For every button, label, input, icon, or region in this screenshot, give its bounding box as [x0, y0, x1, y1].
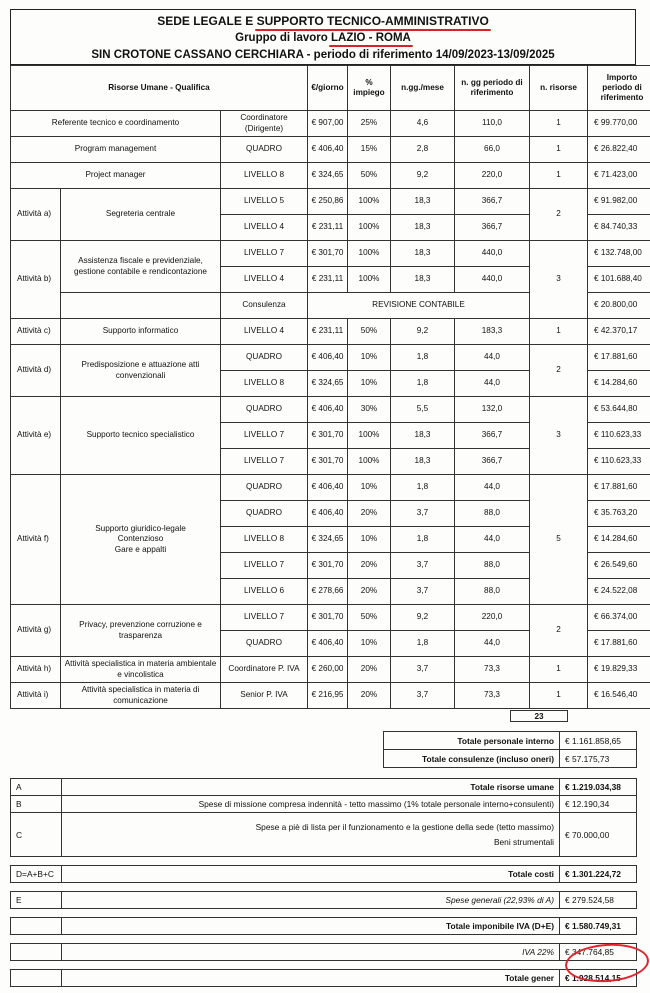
summary-spacer [11, 857, 637, 866]
table-row [11, 345, 650, 371]
row-impiego: 25% [348, 111, 391, 137]
row-impiego: 50% [348, 319, 391, 345]
col-importo: Importo periodo di riferimento [588, 66, 650, 111]
row-description: Supporto tecnico specialistico [61, 397, 221, 475]
row-description: Supporto informatico [61, 319, 221, 345]
summary-value: € 70.000,00 [560, 813, 637, 857]
row-qualifica: QUADRO [221, 137, 308, 163]
row-impiego: 10% [348, 475, 391, 501]
row-importo: € 84.740,33 [588, 215, 650, 241]
row-gg-mese: 3,7 [391, 501, 455, 527]
row-qualifica: QUADRO [221, 501, 308, 527]
row-euro: € 301,70 [308, 423, 348, 449]
row-importo: € 101.688,40 [588, 267, 650, 293]
col-euro-giorno: €/giorno [308, 66, 348, 111]
row-importo: € 71.423,00 [588, 163, 650, 189]
row-impiego: 100% [348, 215, 391, 241]
row-importo: € 132.748,00 [588, 241, 650, 267]
row-importo: € 26.822,40 [588, 137, 650, 163]
row-gg-mese: 18,3 [391, 215, 455, 241]
summary-value: € 279.524,58 [560, 892, 637, 909]
col-risorse: Risorse Umane - Qualifica [11, 66, 308, 111]
row-qualifica: Consulenza [221, 293, 308, 319]
row-euro: € 406,40 [308, 475, 348, 501]
row-euro: € 324,65 [308, 371, 348, 397]
row-attivita: Attività i) [11, 683, 61, 709]
row-gg-periodo: 132,0 [455, 397, 530, 423]
row-description: Attività specialistica in materia di comunicazione [61, 683, 221, 709]
table-row [11, 319, 650, 345]
row-impiego: 15% [348, 137, 391, 163]
summary-spacer [11, 909, 637, 918]
row-gg-periodo: 183,3 [455, 319, 530, 345]
table-row [11, 189, 650, 215]
summary-spacer [11, 883, 637, 892]
row-impiego: 10% [348, 631, 391, 657]
header-line-1-underlined: SUPPORTO TECNICO-AMMINISTRATIVO [256, 14, 489, 28]
summary-row-b [11, 796, 637, 813]
row-qualifica: LIVELLO 7 [221, 605, 308, 631]
col-gg-mese: n.gg./mese [391, 66, 455, 111]
row-description-empty [61, 293, 221, 319]
header-line-2-underlined: LAZIO - ROMA [330, 32, 411, 45]
summary-value: € 1.928.514,15 [560, 970, 637, 987]
row-qualifica: LIVELLO 8 [221, 371, 308, 397]
row-importo: € 16.546,40 [588, 683, 650, 709]
table-row [11, 683, 650, 709]
row-revisione: REVISIONE CONTABILE [308, 293, 530, 319]
row-attivita: Attività g) [11, 605, 61, 657]
summary-code: A [11, 779, 62, 796]
row-n-risorse: 2 [530, 605, 588, 657]
row-gg-periodo: 44,0 [455, 527, 530, 553]
row-n-risorse: 1 [530, 683, 588, 709]
row-impiego: 50% [348, 605, 391, 631]
row-n-risorse: 5 [530, 475, 588, 605]
row-importo: € 14.284,60 [588, 527, 650, 553]
row-qualifica: Senior P. IVA [221, 683, 308, 709]
row-gg-periodo: 366,7 [455, 423, 530, 449]
row-euro: € 216,95 [308, 683, 348, 709]
row-importo: € 19.829,33 [588, 657, 650, 683]
row-impiego: 100% [348, 189, 391, 215]
row-gg-periodo: 66,0 [455, 137, 530, 163]
row-description-line: Gare e appalti [114, 544, 167, 554]
row-euro: € 301,70 [308, 241, 348, 267]
row-n-risorse: 1 [530, 111, 588, 137]
row-impiego: 10% [348, 345, 391, 371]
row-gg-periodo: 44,0 [455, 371, 530, 397]
summary-code: D=A+B+C [11, 866, 62, 883]
row-attivita: Attività h) [11, 657, 61, 683]
summary-label: Spese di missione compresa indennità - tetto massimo (1% totale personale interno+consulenti) [62, 796, 560, 813]
total-personale-row [384, 732, 637, 750]
summary-value: € 12.190,34 [560, 796, 637, 813]
row-qualifica: LIVELLO 8 [221, 527, 308, 553]
row-qualifica: QUADRO [221, 631, 308, 657]
summary-value: € 1.580.749,31 [560, 918, 637, 935]
row-gg-periodo: 366,7 [455, 215, 530, 241]
row-description: Attività specialistica in materia ambientale e vincolistica [61, 657, 221, 683]
row-euro: € 406,40 [308, 631, 348, 657]
row-gg-mese: 18,3 [391, 423, 455, 449]
row-n-risorse: 3 [530, 397, 588, 475]
row-description-line: Supporto giuridico-legale [95, 524, 186, 534]
row-gg-mese: 5,5 [391, 397, 455, 423]
summary-value: € 1.219.034,38 [560, 779, 637, 796]
table-row [11, 111, 650, 137]
table-row [11, 241, 650, 267]
row-euro: € 907,00 [308, 111, 348, 137]
summary-label: IVA 22% [62, 944, 560, 961]
table-row [11, 475, 650, 501]
row-attivita: Attività c) [11, 319, 61, 345]
row-importo: € 35.763,20 [588, 501, 650, 527]
row-gg-mese: 18,3 [391, 267, 455, 293]
summary-label: Totale costi [62, 866, 560, 883]
summary-table [10, 778, 637, 987]
row-gg-mese: 3,7 [391, 579, 455, 605]
row-gg-periodo: 88,0 [455, 553, 530, 579]
row-gg-mese: 1,8 [391, 631, 455, 657]
row-euro: € 406,40 [308, 345, 348, 371]
row-qualifica: LIVELLO 4 [221, 319, 308, 345]
row-importo: € 91.982,00 [588, 189, 650, 215]
row-qualifica: LIVELLO 8 [221, 163, 308, 189]
row-gg-mese: 9,2 [391, 319, 455, 345]
row-importo: € 17.881,60 [588, 475, 650, 501]
row-gg-periodo: 440,0 [455, 241, 530, 267]
row-gg-periodo: 366,7 [455, 449, 530, 475]
header-line-3: SIN CROTONE CASSANO CERCHIARA - periodo di riferimento 14/09/2023-13/09/2025 [91, 49, 555, 62]
row-impiego: 20% [348, 579, 391, 605]
header-line-2 [11, 30, 635, 47]
row-gg-periodo: 44,0 [455, 475, 530, 501]
total-risorse: 23 [510, 710, 568, 722]
summary-row-a [11, 779, 637, 796]
resources-table [10, 65, 650, 709]
row-description [61, 475, 221, 605]
row-qualifica: Coordinatore (Dirigente) [221, 111, 308, 137]
row-impiego: 20% [348, 683, 391, 709]
summary-row-d [11, 866, 637, 883]
row-gg-periodo: 88,0 [455, 579, 530, 605]
row-gg-periodo: 110,0 [455, 111, 530, 137]
row-n-risorse: 1 [530, 163, 588, 189]
row-impiego: 100% [348, 449, 391, 475]
col-impiego: % impiego [348, 66, 391, 111]
row-importo: € 53.644,80 [588, 397, 650, 423]
row-impiego: 50% [348, 163, 391, 189]
row-qualifica: LIVELLO 4 [221, 215, 308, 241]
row-gg-periodo: 73,3 [455, 683, 530, 709]
summary-value: € 1.301.224,72 [560, 866, 637, 883]
summary-code-empty [11, 970, 62, 987]
row-qualifica: LIVELLO 7 [221, 553, 308, 579]
row-description: Referente tecnico e coordinamento [11, 111, 221, 137]
summary-label [62, 813, 560, 857]
row-gg-periodo: 366,7 [455, 189, 530, 215]
row-importo: € 110.623,33 [588, 423, 650, 449]
row-euro: € 324,65 [308, 527, 348, 553]
summary-code: C [11, 813, 62, 857]
table-row [11, 605, 650, 631]
table-row [11, 163, 650, 189]
row-qualifica: LIVELLO 7 [221, 449, 308, 475]
row-attivita: Attività e) [11, 397, 61, 475]
row-importo: € 66.374,00 [588, 605, 650, 631]
total-consulenze-row [384, 750, 637, 768]
row-qualifica: QUADRO [221, 345, 308, 371]
row-euro: € 231,11 [308, 215, 348, 241]
summary-row-e [11, 892, 637, 909]
row-importo: € 42.370,17 [588, 319, 650, 345]
row-importo: € 24.522,08 [588, 579, 650, 605]
row-description: Assistenza fiscale e previdenziale, gestione contabile e rendicontazione [61, 241, 221, 293]
summary-code: B [11, 796, 62, 813]
row-impiego: 10% [348, 371, 391, 397]
row-n-risorse: 1 [530, 657, 588, 683]
row-qualifica: LIVELLO 7 [221, 241, 308, 267]
row-importo: € 17.881,60 [588, 345, 650, 371]
row-euro: € 260,00 [308, 657, 348, 683]
row-attivita: Attività d) [11, 345, 61, 397]
row-n-risorse: 1 [530, 137, 588, 163]
row-impiego: 100% [348, 267, 391, 293]
row-impiego: 30% [348, 397, 391, 423]
col-n-risorse: n. risorse [530, 66, 588, 111]
header-line-2-a: Gruppo di lavoro [235, 32, 331, 45]
summary-label: Totale risorse umane [62, 779, 560, 796]
row-gg-periodo: 73,3 [455, 657, 530, 683]
row-qualifica: LIVELLO 4 [221, 267, 308, 293]
row-gg-mese: 18,3 [391, 449, 455, 475]
row-qualifica: LIVELLO 7 [221, 423, 308, 449]
row-euro: € 406,40 [308, 501, 348, 527]
summary-value: € 347.764,85 [560, 944, 637, 961]
row-qualifica: LIVELLO 6 [221, 579, 308, 605]
row-impiego: 20% [348, 553, 391, 579]
row-euro: € 301,70 [308, 605, 348, 631]
summary-label-line: Spese a piè di lista per il funzionamento e la gestione della sede (tetto massimo) [255, 822, 554, 832]
summary-label: Totale gener [62, 970, 560, 987]
row-n-risorse: 1 [530, 319, 588, 345]
summary-row-c [11, 813, 637, 857]
row-gg-periodo: 220,0 [455, 605, 530, 631]
row-impiego: 10% [348, 527, 391, 553]
row-gg-mese: 1,8 [391, 345, 455, 371]
summary-row-imponibile [11, 918, 637, 935]
row-gg-mese: 3,7 [391, 683, 455, 709]
summary-spacer [11, 935, 637, 944]
summary-spacer [11, 961, 637, 970]
summary-row-totale-generale [11, 970, 637, 987]
row-qualifica: LIVELLO 5 [221, 189, 308, 215]
row-euro: € 231,11 [308, 267, 348, 293]
row-euro: € 406,40 [308, 397, 348, 423]
summary-label-line: Beni strumentali [493, 837, 554, 847]
row-importo: € 99.770,00 [588, 111, 650, 137]
row-description-line: Contenzioso [117, 534, 164, 544]
total-consulenze-value: € 57.175,73 [560, 750, 637, 768]
row-euro: € 250,86 [308, 189, 348, 215]
row-impiego: 100% [348, 241, 391, 267]
row-euro: € 231,11 [308, 319, 348, 345]
row-euro: € 301,70 [308, 553, 348, 579]
document-header [10, 9, 636, 65]
header-line-1-a: SEDE LEGALE E [157, 14, 257, 28]
row-qualifica: QUADRO [221, 475, 308, 501]
header-line-1 [11, 13, 635, 30]
row-gg-mese: 4,6 [391, 111, 455, 137]
summary-row-iva [11, 944, 637, 961]
row-euro: € 278,66 [308, 579, 348, 605]
row-gg-periodo: 44,0 [455, 631, 530, 657]
table-header-row [11, 66, 650, 111]
row-gg-mese: 1,8 [391, 527, 455, 553]
row-importo: € 20.800,00 [588, 293, 650, 319]
row-attivita: Attività f) [11, 475, 61, 605]
row-gg-periodo: 88,0 [455, 501, 530, 527]
row-gg-mese: 9,2 [391, 605, 455, 631]
row-n-risorse: 2 [530, 345, 588, 397]
row-gg-mese: 9,2 [391, 163, 455, 189]
col-gg-periodo: n. gg periodo di riferimento [455, 66, 530, 111]
row-importo: € 110.623,33 [588, 449, 650, 475]
row-gg-periodo: 44,0 [455, 345, 530, 371]
total-personale-label: Totale personale interno [384, 732, 560, 750]
table-row [11, 657, 650, 683]
row-description: Program management [11, 137, 221, 163]
row-n-risorse: 2 [530, 189, 588, 241]
total-personale-value: € 1.161.858,65 [560, 732, 637, 750]
row-gg-mese: 1,8 [391, 371, 455, 397]
row-gg-mese: 3,7 [391, 657, 455, 683]
summary-code: E [11, 892, 62, 909]
row-gg-mese: 3,7 [391, 553, 455, 579]
summary-code-empty [11, 918, 62, 935]
row-qualifica: Coordinatore P. IVA [221, 657, 308, 683]
table-row [11, 397, 650, 423]
row-importo: € 26.549,60 [588, 553, 650, 579]
row-attivita: Attività a) [11, 189, 61, 241]
row-gg-mese: 18,3 [391, 189, 455, 215]
row-gg-mese: 18,3 [391, 241, 455, 267]
row-description: Privacy, prevenzione corruzione e trasparenza [61, 605, 221, 657]
row-description: Segreteria centrale [61, 189, 221, 241]
row-importo: € 17.881,60 [588, 631, 650, 657]
row-qualifica: QUADRO [221, 397, 308, 423]
internal-totals-table [383, 731, 637, 768]
row-gg-mese: 1,8 [391, 475, 455, 501]
row-gg-periodo: 220,0 [455, 163, 530, 189]
row-description: Project manager [11, 163, 221, 189]
summary-label: Spese generali (22,93% di A) [62, 892, 560, 909]
row-impiego: 20% [348, 657, 391, 683]
row-gg-periodo: 440,0 [455, 267, 530, 293]
row-gg-mese: 2,8 [391, 137, 455, 163]
row-n-risorse: 3 [530, 241, 588, 319]
row-description: Predisposizione e attuazione atti convenzionali [61, 345, 221, 397]
row-euro: € 324,65 [308, 163, 348, 189]
row-importo: € 14.284,60 [588, 371, 650, 397]
row-impiego: 100% [348, 423, 391, 449]
row-euro: € 406,40 [308, 137, 348, 163]
table-row [11, 137, 650, 163]
row-attivita: Attività b) [11, 241, 61, 319]
row-euro: € 301,70 [308, 449, 348, 475]
summary-code-empty [11, 944, 62, 961]
summary-label: Totale imponibile IVA (D+E) [62, 918, 560, 935]
total-consulenze-label: Totale consulenze (incluso oneri) [384, 750, 560, 768]
row-impiego: 20% [348, 501, 391, 527]
